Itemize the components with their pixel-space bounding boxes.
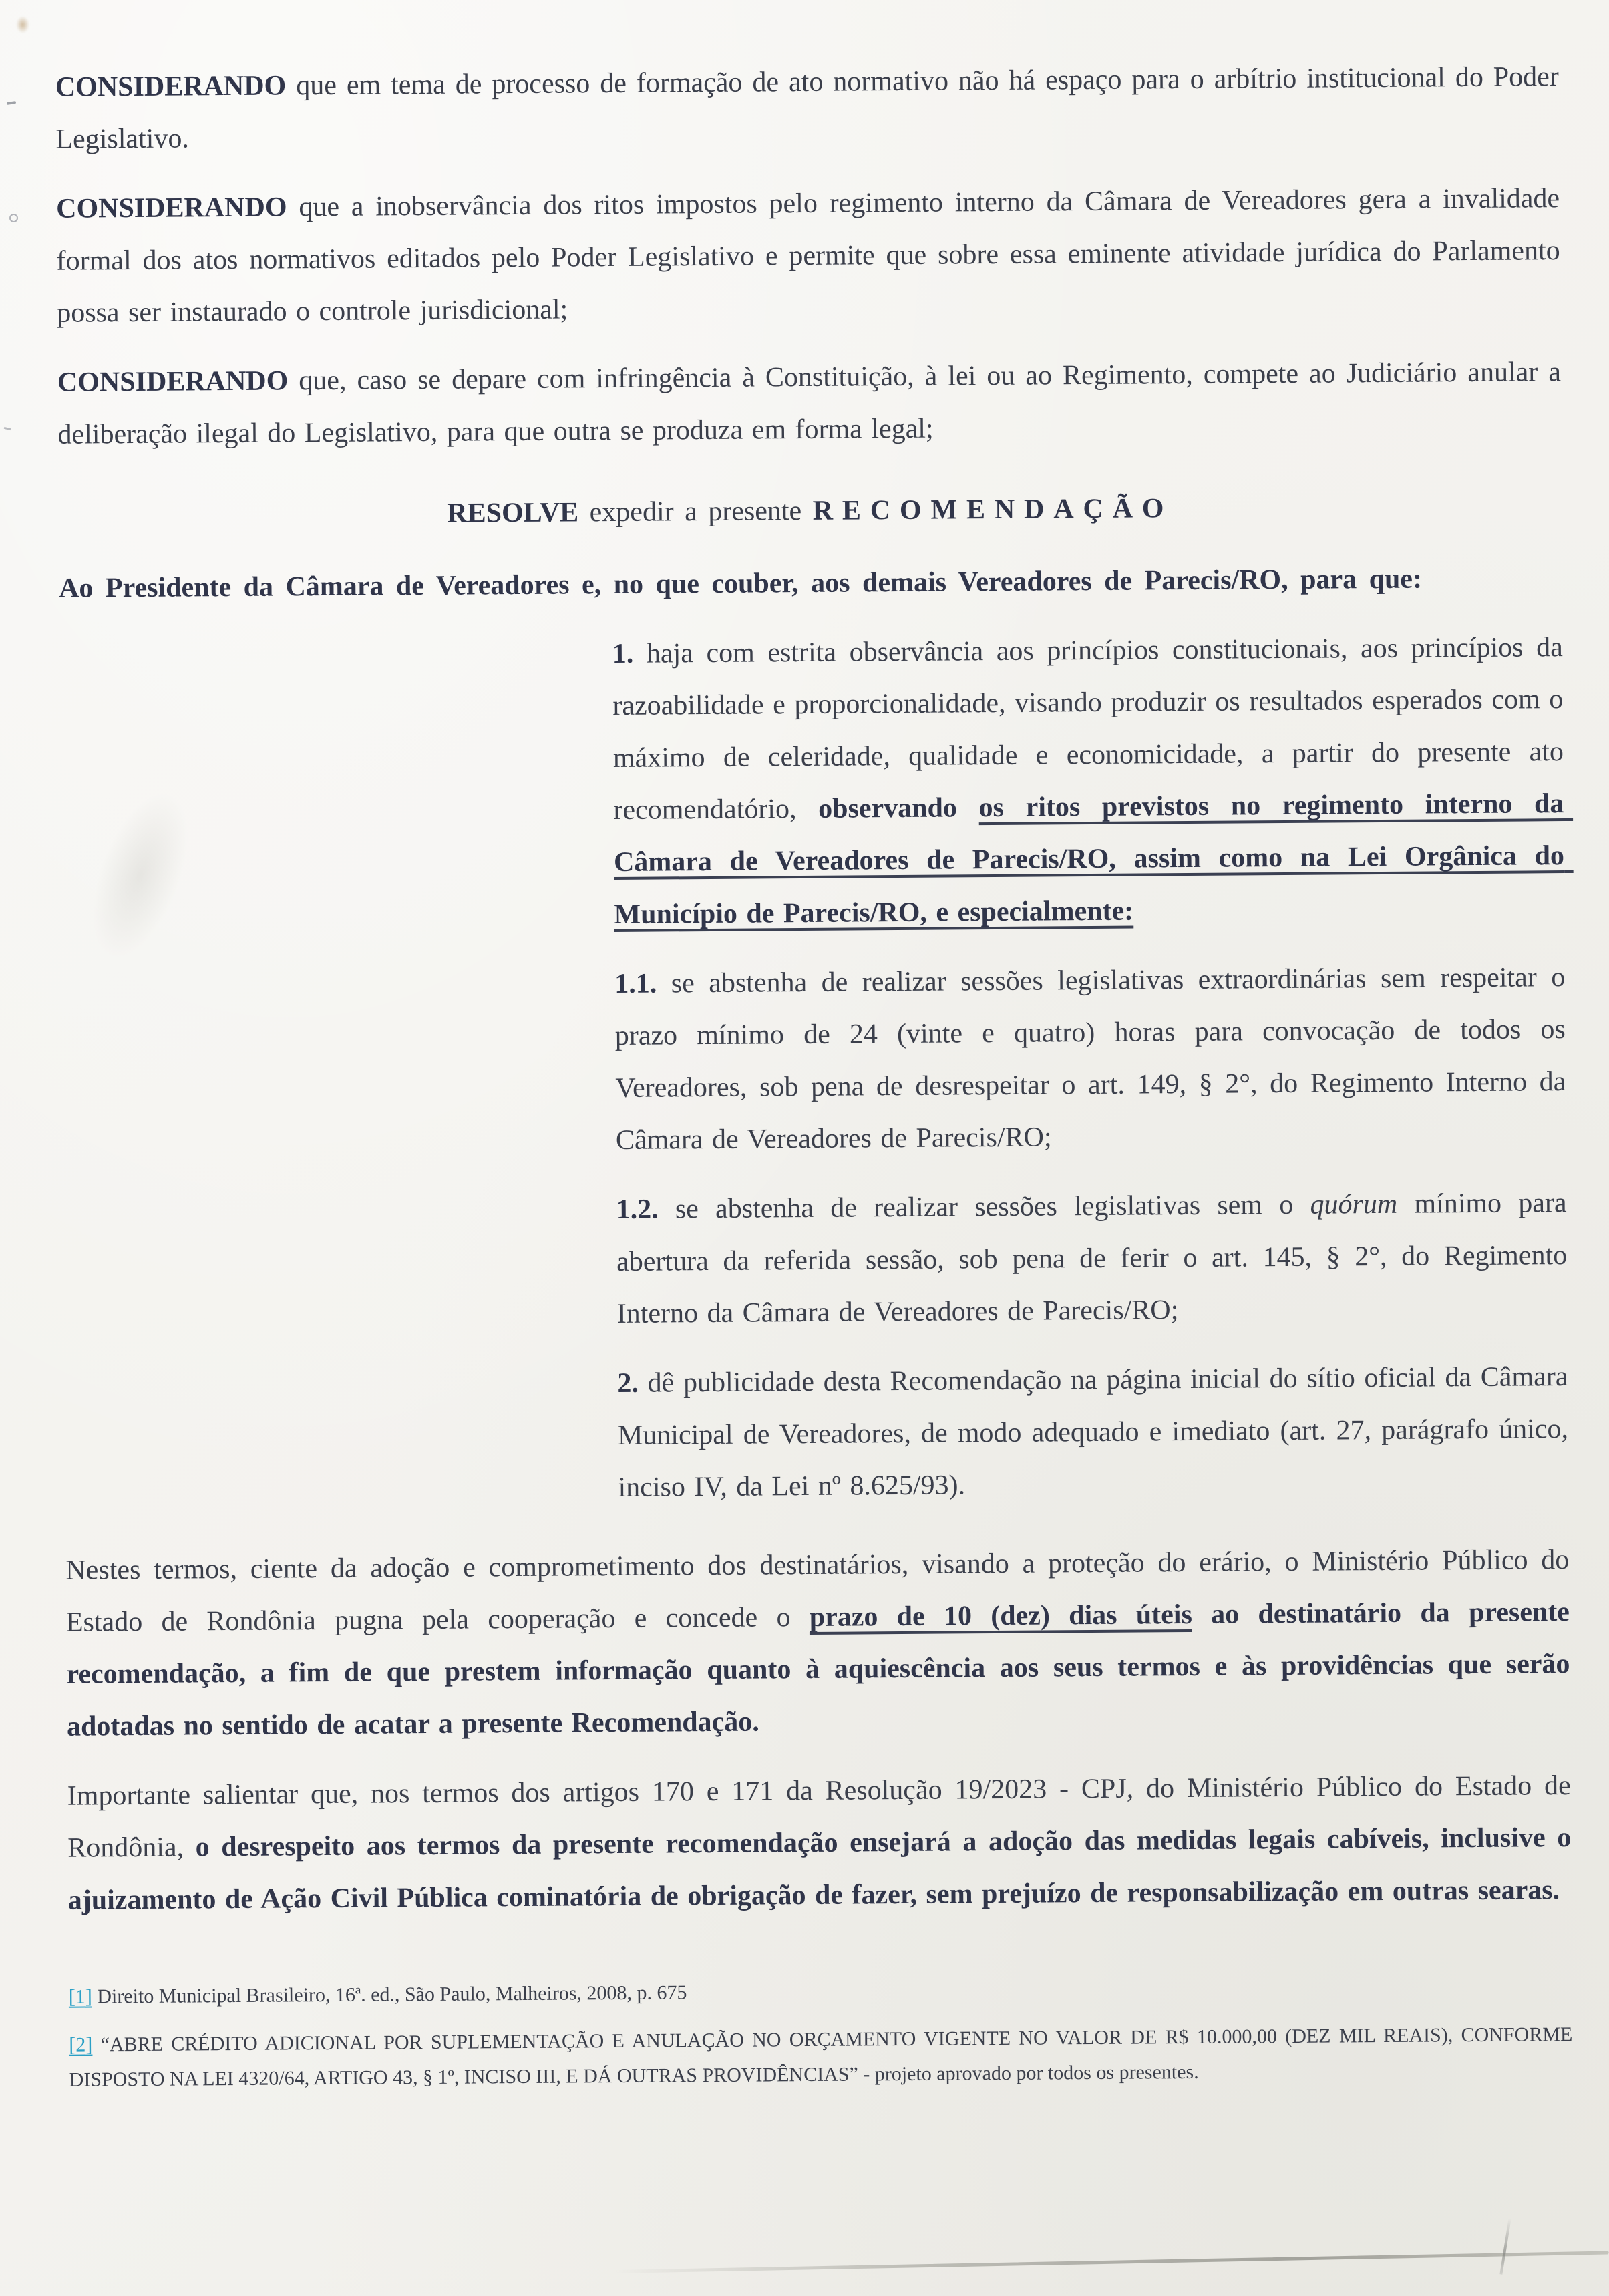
text-segment: Nestes termos, ciente da adoção e comprometimento dos destinatários, visando a proteção do erário, o Ministério Público do Estado de Rondônia pugna pela cooperação e concede o xyxy=(65,1544,1578,1638)
text-segment: que, caso se depare com infringência à Constituição, à lei ou ao Regimento, compete ao Judiciário anular a deliberação ilegal do Legislativo, para que outra se produza em forma legal; xyxy=(57,356,1570,450)
text-segment: CONSIDERANDO xyxy=(55,192,287,224)
text-segment: “ABRE CRÉDITO ADICIONAL POR SUPLEMENTAÇÃO E ANULAÇÃO NO ORÇAMENTO VIGENTE NO VALOR DE R$ 10.000,00 (DEZ MIL REAIS), CONFORME DISPOSTO NA LEI 4320/64, ARTIGO 43, § 1º, INCISO III, E DÁ OUTRAS PROVIDÊNCIAS” - projeto aprovado por todos os presentes. xyxy=(69,2023,1573,2091)
item-1-2 xyxy=(616,1177,1576,1340)
paragraphs xyxy=(55,51,1580,1927)
text-segment: quórum xyxy=(1310,1188,1398,1220)
nestes-termos xyxy=(65,1534,1580,1753)
text-segment: ao destinatário da presente recomendação, a fim de que prestem informação quanto à aquiescência aos seus termos e às providências que serão adotadas no sentido de acatar a presente Recomendação. xyxy=(66,1596,1580,1742)
considerando-1 xyxy=(55,51,1568,166)
text-segment: observando xyxy=(818,792,979,824)
text-segment: RECOMENDAÇÃO xyxy=(812,493,1174,526)
footnote-marker[interactable]: [2] xyxy=(69,2033,93,2056)
considerando-3 xyxy=(57,346,1570,461)
text-segment: que em tema de processo de formação de ato normativo não há espaço para o arbítrio institucional do Poder Legislativo. xyxy=(55,61,1568,155)
text-segment: os ritos previstos no regimento interno da Câmara de Vereadores de Parecis/RO, assim como na Lei Orgânica do Município de Parecis/RO, e especialmente: xyxy=(613,788,1574,930)
importante-salientar xyxy=(67,1760,1580,1927)
text-segment: Importante salientar que, nos termos dos artigos 170 e 171 da Resolução 19/2023 - CPJ, do Ministério Público do Estado de Rondônia, xyxy=(67,1770,1580,1864)
footnote-marker[interactable]: [1] xyxy=(68,1985,92,2008)
item-1 xyxy=(612,621,1574,941)
text-segment: se abstenha de realizar sessões legislativas extraordinárias sem respeitar o prazo mínimo de 24 (vinte e quatro) horas para convocação de todos os Vereadores, sob pena de desrespeitar o art. 149, § 2°, do Regimento Interno da Câmara de Vereadores de Parecis/RO; xyxy=(614,961,1575,1156)
text-segment: 1. xyxy=(612,638,634,670)
item-1-1 xyxy=(614,951,1575,1166)
text-segment: 1.1. xyxy=(614,968,657,999)
text-segment xyxy=(1192,1599,1212,1630)
addressee xyxy=(59,552,1562,615)
footnote-1 xyxy=(69,1969,1572,2015)
footnotes xyxy=(69,1969,1573,2098)
text-segment: CONSIDERANDO xyxy=(55,70,287,103)
text-segment: que a inobservância dos ritos impostos pelo regimento interno da Câmara de Vereadores gera a invalidade formal dos atos normativos editados pelo Poder Legislativo e permite que sobre essa eminente atividade jurídica do Parlamento possa ser instaurado o controle jurisdicional; xyxy=(56,182,1570,329)
text-segment: haja com estrita observância aos princípios constitucionais, aos princípios da razoabilidade e proporcionalidade, visando produzir os resultados esperados com o máximo de celeridade, qualidade e economicidade, a partir do presente ato recomendatório, xyxy=(612,631,1573,826)
text-segment: expedir a presente xyxy=(578,495,813,528)
text-segment: o desrespeito aos termos da presente recomendação ensejará a adoção das medidas legais cabíveis, inclusive o ajuizamento de Ação Civil Pública cominatória de obrigação de fazer, sem prejuízo de responsabilização em outras searas. xyxy=(67,1822,1580,1916)
text-segment: se abstenha de realizar sessões legislativas sem o xyxy=(658,1189,1310,1225)
text-segment: 1.2. xyxy=(616,1194,659,1225)
text-segment: 2. xyxy=(617,1367,639,1399)
text-segment: CONSIDERANDO xyxy=(57,365,289,398)
resolve-line xyxy=(58,480,1562,542)
considerando-2 xyxy=(55,172,1570,339)
text-segment: prazo de 10 (dez) dias úteis xyxy=(809,1599,1193,1633)
text-segment: dê publicidade desta Recomendação na página inicial do sítio oficial da Câmara Municipal de Vereadores, de modo adequado e imediato (art. 27, parágrafo único, inciso IV, da Lei nº 8.625/93). xyxy=(617,1361,1578,1503)
text-segment: RESOLVE xyxy=(447,497,579,529)
text-segment: Direito Municipal Brasileiro, 16ª. ed., São Paulo, Malheiros, 2008, p. 675 xyxy=(92,1981,687,2008)
item-2 xyxy=(617,1351,1578,1514)
footnote-2 xyxy=(69,2017,1573,2098)
text-segment: Ao Presidente da Câmara de Vereadores e, no que couber, aos demais Vereadores de Parecis/RO, para que: xyxy=(58,563,1423,604)
text-segment: mínimo para abertura da referida sessão, sob pena de ferir o art. 145, § 2°, do Regimento Interno da Câmara de Vereadores de Parecis/RO; xyxy=(616,1187,1576,1329)
